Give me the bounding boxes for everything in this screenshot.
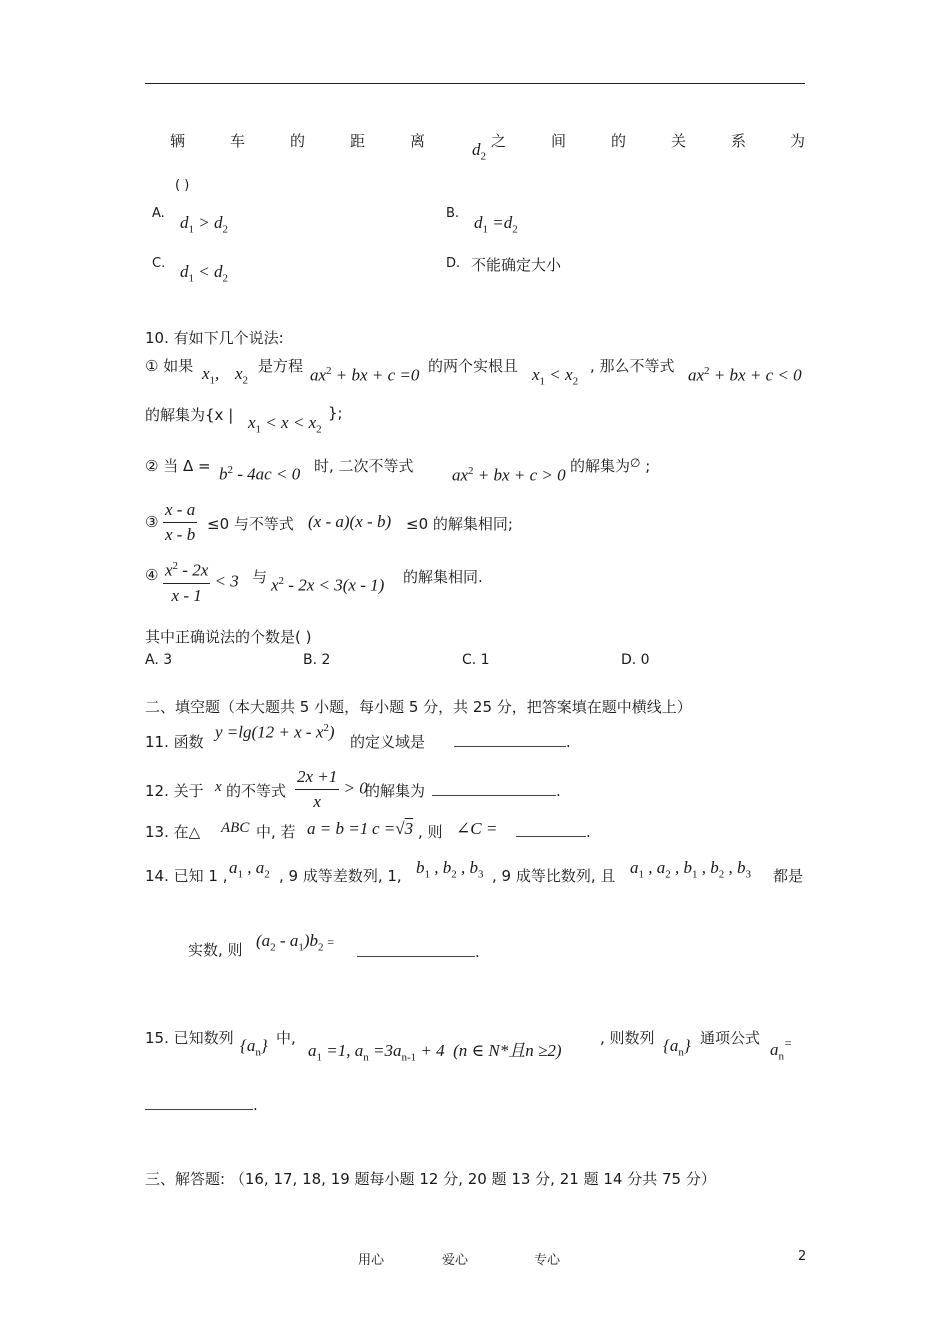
q11-b: 的定义域是 <box>350 733 426 751</box>
q9-option-d-text: 不能确定大小 <box>471 256 562 274</box>
q9-char: 间 <box>551 132 567 150</box>
footer-word-3: 专心 <box>534 1253 561 1268</box>
q11-a: 11. 函数 <box>145 733 204 751</box>
section3-heading: 三、解答题: （16, 17, 18, 19 题每小题 12 分, 20 题 13 分, 21 题 14 分共 75 分） <box>145 1170 716 1188</box>
q10-s1-x2: $x_2$ <box>235 364 249 387</box>
q13-a: 13. 在△ <box>145 823 201 841</box>
q10-option-b: B. 2 <box>303 652 331 668</box>
footer-word-1: 用心 <box>358 1253 385 1268</box>
q14-b: , 9 成等差数列, 1, <box>279 867 402 885</box>
q9-option-c-formula: $d_1 < d_2$ <box>180 262 228 285</box>
q15-c: , 则数列 <box>600 1029 655 1047</box>
q10-s1-b: 是方程 <box>258 357 304 375</box>
q15-recurrence: $a_1 =1$, $a_n =3a_{n-1} + 4$ (n ∈ N*且n ≥2) <box>308 1041 562 1064</box>
q9-option-a-label: A. <box>152 206 165 221</box>
q14-a: 14. 已知 1 , <box>145 867 228 885</box>
q10-s3-product: (x - a)(x - b) <box>308 512 392 531</box>
q9-char: 的 <box>290 132 306 150</box>
q10-option-a: A. 3 <box>145 652 173 668</box>
q12-c: 的解集为 <box>365 782 426 800</box>
empty-set-symbol: ∅ <box>630 456 641 470</box>
q14-all-terms: $a_1$ , $a_2$ , $b_1$ , $b_2$ , $b_3$ <box>630 858 751 881</box>
q14-b-terms: $b_1$ , $b_2$ , $b_3$ <box>416 858 484 881</box>
q9-char: 的 <box>611 132 627 150</box>
q10-s1-ineq: $ax^2$ + bx + c < 0 <box>688 365 802 385</box>
q13-answer-blank[interactable]: . <box>516 821 591 841</box>
q12-answer-blank[interactable]: . <box>432 780 561 800</box>
q10-s1-equation: $ax^2$ + bx + c =0 <box>310 365 420 385</box>
q12-a: 12. 关于 <box>145 782 204 800</box>
q10-s1-d: , 那么不等式 <box>590 357 675 375</box>
q9-answer-paren: ( ) <box>175 178 190 193</box>
q15-answer-blank[interactable]: . <box>145 1094 258 1114</box>
q14-d: 都是 <box>773 867 804 885</box>
q10-s4-fraction: $\frac{x^2 - 2x}{x - 1}$ < 3 <box>165 560 239 605</box>
q13-abc: ABC <box>221 820 250 836</box>
q10-s1-c: 的两个实根且 <box>428 357 519 375</box>
q9-option-b-formula: $d_1 =d_2$ <box>474 213 518 236</box>
q10-option-c: C. 1 <box>462 652 490 668</box>
q10-s1-f: }; <box>328 404 343 422</box>
q10-s3-fraction: $\frac{x - a}{x - b}$ <box>165 500 196 544</box>
q9-d2: $d_2$ <box>472 140 486 163</box>
q9-char: 关 <box>671 132 687 150</box>
q10-s1-x1: $x_1$, <box>202 364 220 387</box>
q12-fraction: $\frac{2x +1}{x}$ > 0 <box>297 767 368 811</box>
q10-s1-a: ① 如果 <box>145 357 194 375</box>
footer-word-2: 爱心 <box>442 1253 469 1268</box>
q14-a1-a2: $a_1$ , $a_2$ <box>229 858 270 881</box>
q15-b: 中, <box>276 1029 296 1047</box>
q13-condition: a = b =1 <box>307 819 369 838</box>
q10-count-question: 其中正确说法的个数是( ) <box>145 628 312 646</box>
q11-answer-blank[interactable]: . <box>454 731 571 751</box>
q12-x: x <box>215 779 222 795</box>
q10-s3-a: ③ <box>145 513 159 531</box>
q10-s2-ineq: $ax^2$ + bx + c > 0 <box>452 465 566 485</box>
q10-s2-c: 的解集为∅ ; <box>570 456 651 475</box>
q13-b: 中, 若 <box>256 823 296 841</box>
q9-option-c-label: C. <box>152 256 166 271</box>
q10-s3-b: ≤0 与不等式 <box>207 515 294 533</box>
page-number: 2 <box>798 1249 807 1264</box>
q9-char: 系 <box>731 132 747 150</box>
q12-b: 的不等式 <box>226 782 287 800</box>
q9-option-d-label: D. <box>446 256 461 271</box>
q13-c: , 则 <box>418 823 443 841</box>
q9-char: 为 <box>790 132 806 150</box>
q15-an-eq: $a_n^=$ <box>770 1036 793 1063</box>
q10-s2-b: 时, 二次不等式 <box>314 457 414 475</box>
q10-s2-a: ② 当 Δ = <box>145 457 211 475</box>
q9-char: 之 <box>491 132 507 150</box>
q10-s2-discriminant: $b^2 - 4ac < 0$ <box>219 464 301 484</box>
q10-option-d: D. 0 <box>621 652 650 668</box>
q10-s4-c: 的解集相同. <box>403 568 483 586</box>
q15-a: 15. 已知数列 <box>145 1029 234 1047</box>
q9-char: 离 <box>410 132 426 150</box>
q10-stem: 10. 有如下几个说法: <box>145 329 284 347</box>
q9-char: 辆 <box>170 132 186 150</box>
q10-s1-set: $x_1 < x < x_2$ <box>248 413 322 436</box>
q14-answer-blank[interactable]: . <box>357 941 480 961</box>
q10-s3-c: ≤0 的解集相同; <box>406 515 513 533</box>
section2-heading: 二、填空题（本大题共 5 小题，每小题 5 分，共 25 分，把答案填在题中横线上） <box>145 698 692 716</box>
q9-option-b-label: B. <box>446 206 460 221</box>
q14-expression: $(a_2 - a_1)b_2$ = <box>256 931 335 954</box>
q15-an-braces: $\{a_n\}$ <box>240 1036 268 1059</box>
q9-option-a-formula: $d_1 > d_2$ <box>180 213 228 236</box>
q10-s4-a: ④ <box>145 566 159 584</box>
q13-angle: ∠C = <box>456 819 498 838</box>
q10-s4-ineq: $x^2 - 2x < 3(x - 1)$ <box>271 575 385 595</box>
q14-e: 实数, 则 <box>188 941 243 959</box>
q15-an-braces-2: $\{a_n\}$ <box>663 1036 691 1059</box>
q11-function: $y =\lg(12 + x - x^2)$ <box>215 722 335 742</box>
q10-s1-e: 的解集为{x | <box>145 406 234 424</box>
q10-s4-b: 与 <box>252 568 268 586</box>
q10-s1-cond: $x_1 < x_2$ <box>532 365 579 388</box>
q13-c-value: c =√3 <box>372 819 414 838</box>
q9-char: 距 <box>350 132 366 150</box>
header-rule <box>145 83 805 84</box>
q15-d: 通项公式 <box>700 1029 761 1047</box>
q9-char: 车 <box>230 132 246 150</box>
q14-c: , 9 成等比数列, 且 <box>492 867 616 885</box>
